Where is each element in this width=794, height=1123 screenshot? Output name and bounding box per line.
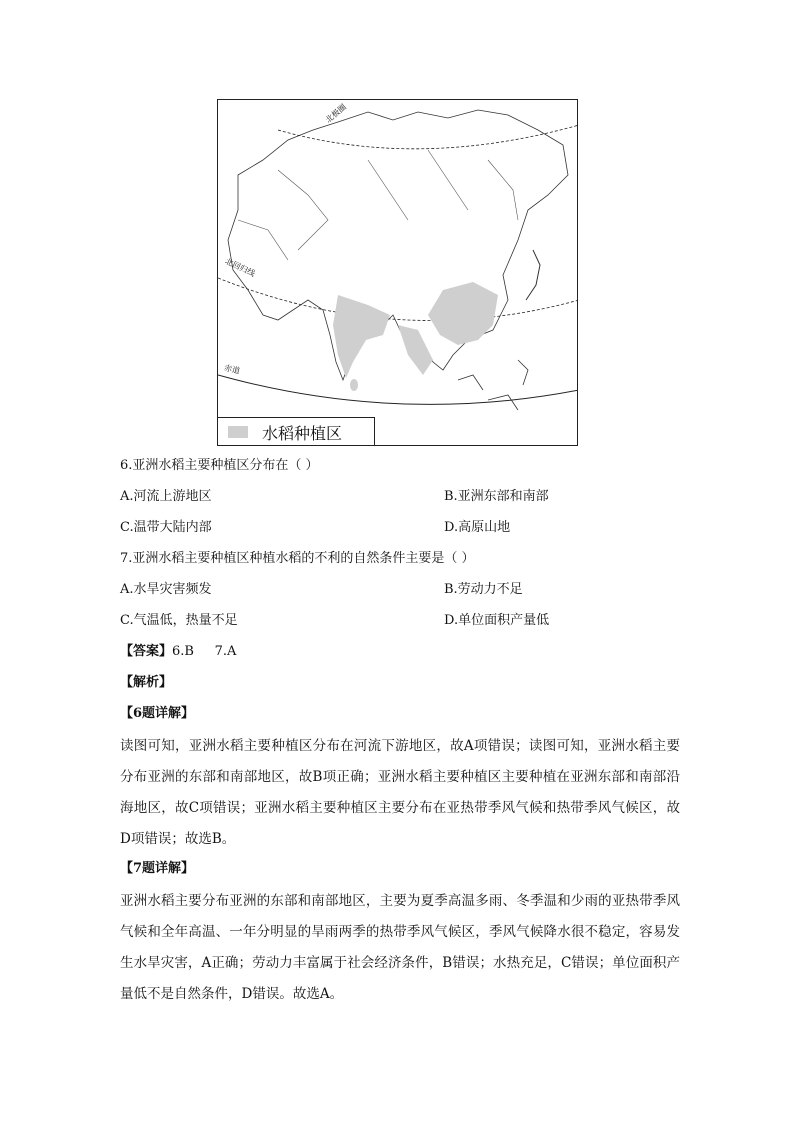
q7-option-b: B.劳动力不足 <box>444 582 523 597</box>
d7-text: 亚洲水稻主要分布亚洲的东部和南部地区，主要为夏季高温多雨、冬季温和少雨的亚热带季风气候和全年高温、一年分明显的旱雨两季的热带季风气候区，季风气候降水很不稳定，容易发生水旱灾害，A正确；劳动力丰富属于社会经济条件，B错误；水热充足，C错误；单位面积产量低不是自然条件，D错误。故选A。 <box>120 893 680 1002</box>
d7-label: 【7题详解】 <box>120 861 195 876</box>
rice-area-swatch <box>228 426 248 438</box>
analysis-label: 【解析】 <box>120 675 173 690</box>
rice-area-east-asia <box>428 282 498 345</box>
q6-option-b: B.亚洲东部和南部 <box>444 489 549 504</box>
q6-stem: 6.亚洲水稻主要种植区分布在（ ） <box>120 458 319 473</box>
q7-stem: 7.亚洲水稻主要种植区种植水稻的不利的自然条件主要是（ ） <box>120 551 475 566</box>
island-details <box>458 360 528 410</box>
equator-line <box>218 375 578 404</box>
japan-islands <box>526 250 540 300</box>
q7-option-d: D.单位面积产量低 <box>444 613 550 628</box>
arctic-circle-label: 北极圈 <box>323 102 349 125</box>
q7-option-c: C.气温低，热量不足 <box>120 613 238 628</box>
q6-option-a: A.河流上游地区 <box>120 489 212 504</box>
map-drawing <box>218 100 578 446</box>
tropic-of-cancer-label: 北回归线 <box>223 256 257 279</box>
q6-option-d: D.高原山地 <box>444 520 511 535</box>
d6-text: 读图可知，亚洲水稻主要种植区分布在河流下游地区，故A项错误；读图可知，亚洲水稻主要分布亚洲的东部和南部地区，故B项正确；亚洲水稻主要种植区主要种植在亚洲东部和南部沿海地区，故C项错误；亚洲水稻主要种植区主要分布在亚热带季风气候和热带季风气候区，故D项错误；故选B。 <box>120 738 680 847</box>
arctic-circle-line <box>278 125 578 149</box>
legend-label: 水稻种植区 <box>262 424 343 443</box>
rice-area-sri-lanka <box>350 379 358 391</box>
answer-line <box>120 642 236 662</box>
rice-area-south-asia <box>333 295 390 378</box>
rice-area-southeast-asia <box>398 325 433 375</box>
q6-option-c: C.温带大陆内部 <box>120 520 212 535</box>
answer-value: 6.B 7.A <box>172 644 237 659</box>
asia-rice-map <box>217 99 578 446</box>
coastline <box>228 110 568 380</box>
map-legend <box>218 417 375 445</box>
d6-label: 【6题详解】 <box>120 706 195 721</box>
answer-label: 【答案】 <box>120 644 173 659</box>
equator-label: 赤道 <box>223 363 241 376</box>
q7-option-a: A.水旱灾害频发 <box>120 582 212 597</box>
inland-lines <box>238 150 518 260</box>
tropic-of-cancer-line <box>218 278 578 320</box>
